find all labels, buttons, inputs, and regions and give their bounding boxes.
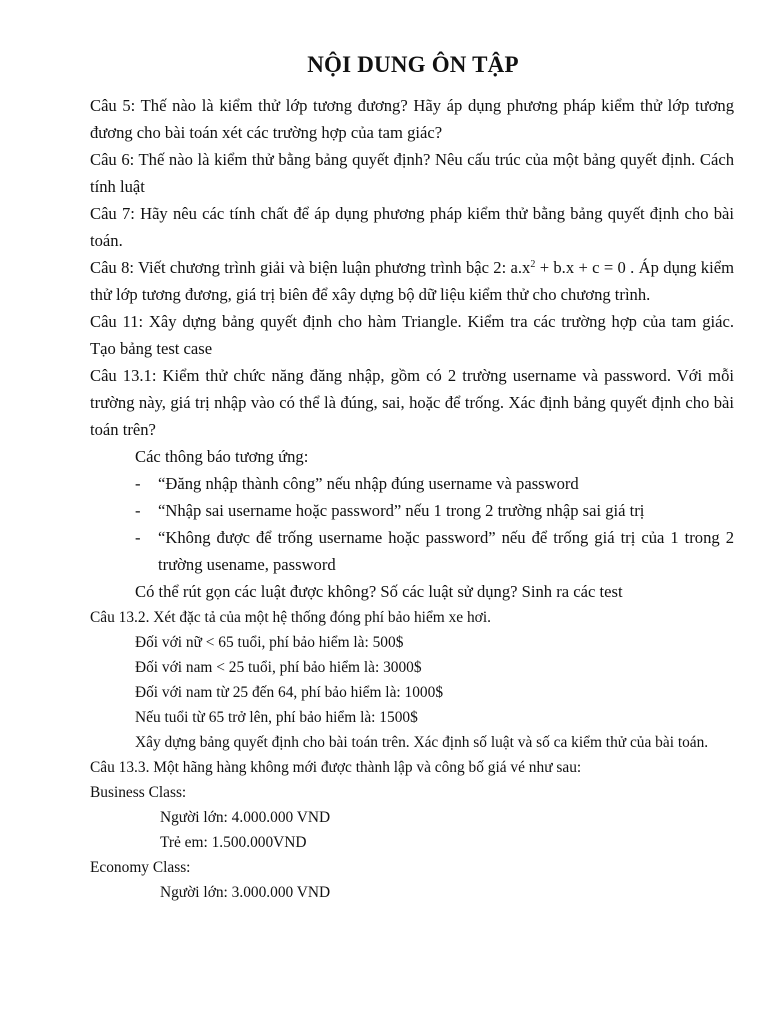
business-child-price: Trẻ em: 1.500.000VND (160, 834, 307, 851)
list-item (90, 524, 734, 578)
bullet-dash: - (135, 501, 141, 520)
economy-class-label: Economy Class: (90, 859, 191, 876)
question-5: Câu 5: Thế nào là kiểm thử lớp tương đương? Hãy áp dụng phương pháp kiểm thử lớp tương đương cho bài toán xét các trường hợp của tam giác? (90, 96, 734, 142)
list-item-text: “Đăng nhập thành công” nếu nhập đúng username và password (158, 474, 579, 493)
question-13-1-closing: Có thể rút gọn các luật được không? Số các luật sử dụng? Sinh ra các test (135, 582, 623, 601)
insurance-rule: Nếu tuổi từ 65 trở lên, phí bảo hiểm là: 1500$ (135, 709, 418, 726)
list-item-text: “Không được để trống username hoặc password” nếu để trống giá trị của 1 trong 2 trường usename, password (158, 528, 734, 574)
business-class-label: Business Class: (90, 784, 187, 801)
question-13-2: Câu 13.2. Xét đặc tả của một hệ thống đóng phí bảo hiểm xe hơi. (90, 609, 491, 626)
question-13-3: Câu 13.3. Một hãng hàng không mới được thành lập và công bố giá vé như sau: (90, 759, 582, 776)
question-13-1: Câu 13.1: Kiểm thử chức năng đăng nhập, gồm có 2 trường username và password. Với mỗi trường này, giá trị nhập vào có thể là đúng, sai, hoặc để trống. Xác định bảng quyết định cho bài toán trên? (90, 366, 734, 439)
question-7: Câu 7: Hãy nêu các tính chất để áp dụng phương pháp kiểm thử bằng bảng quyết định cho bài toán. (90, 204, 734, 250)
document-body (90, 92, 734, 905)
question-8-post: + b.x + c = 0 . Áp dụng kiểm thử lớp tương đương, giá trị biên để xây dựng bộ dữ liệu kiểm thử cho chương trình. (90, 258, 734, 304)
bullet-dash: - (135, 474, 141, 493)
page-title: NỘI DUNG ÔN TẬP (307, 52, 519, 77)
exponent: 2 (530, 259, 536, 270)
insurance-rule: Đối với nam từ 25 đến 64, phí bảo hiểm là: 1000$ (135, 684, 444, 701)
list-item (90, 497, 734, 524)
economy-adult-price: Người lớn: 3.000.000 VND (160, 884, 331, 901)
question-8-pre: Câu 8: Viết chương trình giải và biện luận phương trình bậc 2: a.x (90, 258, 531, 277)
bullet-dash: - (135, 528, 141, 547)
question-6: Câu 6: Thế nào là kiểm thử bằng bảng quyết định? Nêu cấu trúc của một bảng quyết định. Cách tính luật (90, 150, 734, 196)
list-item (90, 470, 734, 497)
messages-list (90, 470, 734, 578)
insurance-rule: Đối với nữ < 65 tuổi, phí bảo hiểm là: 500$ (135, 634, 404, 651)
question-8 (90, 254, 734, 308)
question-11: Câu 11: Xây dựng bảng quyết định cho hàm Triangle. Kiểm tra các trường hợp của tam giác. Tạo bảng test case (90, 312, 734, 358)
messages-intro: Các thông báo tương ứng: (135, 447, 309, 466)
business-adult-price: Người lớn: 4.000.000 VND (160, 809, 331, 826)
question-13-2-task: Xây dựng bảng quyết định cho bài toán trên. Xác định số luật và số ca kiểm thử của bài toán. (135, 734, 709, 751)
list-item-text: “Nhập sai username hoặc password” nếu 1 trong 2 trường nhập sai giá trị (158, 501, 645, 520)
insurance-rule: Đối với nam < 25 tuổi, phí bảo hiểm là: 3000$ (135, 659, 422, 676)
